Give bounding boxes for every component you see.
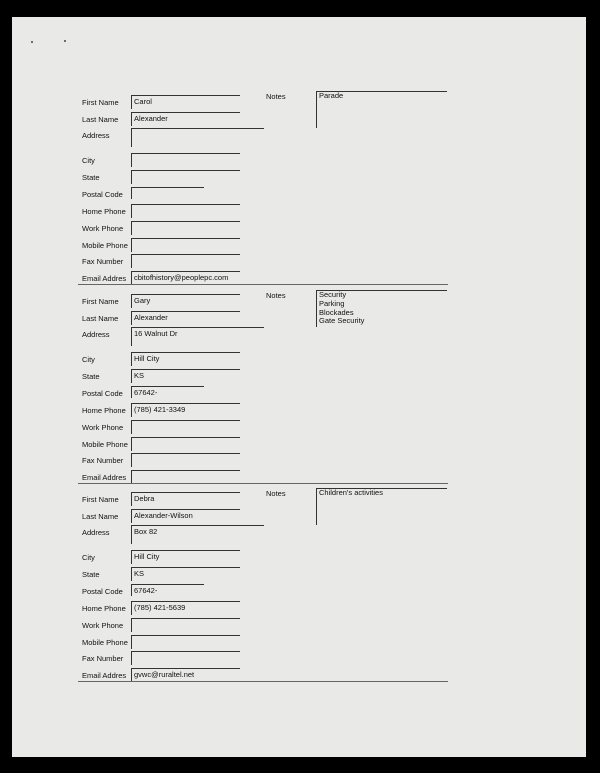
home-phone-field-value: (785) 421-5639 [134,603,186,612]
state-field-value: KS [134,371,145,380]
home-phone-field[interactable] [131,204,240,218]
contact-record [78,287,448,485]
record-divider [78,483,448,484]
address-label: Address [82,131,110,140]
email-address-field-value: gvwc@ruraltel.net [134,670,195,679]
mobile-phone-label: Mobile Phone [82,440,128,449]
home-phone-label: Home Phone [82,207,126,216]
contact-record [78,485,448,683]
postal-code-field-value: 67642- [134,586,158,595]
work-phone-field[interactable] [131,420,240,434]
notes-line: Children's activities [319,488,383,497]
first-name-field[interactable] [131,95,240,109]
mobile-phone-field[interactable] [131,238,240,252]
fax-number-label: Fax Number [82,456,124,465]
address-field[interactable] [131,327,264,346]
notes-line: Gate Security [319,316,365,326]
city-field-value: Hill City [134,354,160,363]
email-address-label: Email Addres [82,274,127,283]
address-label: Address [82,330,110,339]
home-phone-field-value: (785) 421-3349 [134,405,186,414]
fax-number-field[interactable] [131,254,240,268]
work-phone-label: Work Phone [82,224,124,233]
first-name-label: First Name [82,495,119,504]
postal-code-label: Postal Code [82,190,123,199]
first-name-field-value: Gary [134,296,151,305]
home-phone-field[interactable] [131,403,240,417]
fax-number-field[interactable] [131,453,240,467]
address-field[interactable] [131,525,264,544]
first-name-label: First Name [82,297,119,306]
contact-record [78,88,448,286]
city-label: City [82,156,95,165]
first-name-label: First Name [82,98,119,107]
mobile-phone-field[interactable] [131,437,240,451]
record-divider [78,284,448,285]
postal-code-field[interactable] [131,584,204,596]
state-field[interactable] [131,170,240,184]
last-name-field-value: Alexander [134,313,168,322]
email-address-field-value: cbitofhistory@peoplepc.com [134,273,229,282]
mobile-phone-label: Mobile Phone [82,241,128,250]
last-name-field[interactable] [131,311,240,325]
last-name-label: Last Name [82,512,119,521]
notes-line: Parade [319,91,344,100]
state-label: State [82,372,100,381]
mobile-phone-field[interactable] [131,635,240,649]
notes-line: Blockades [319,307,354,317]
address-field-value: Box 82 [134,527,158,536]
first-name-field[interactable] [131,492,240,506]
speck-mark [64,40,66,42]
postal-code-label: Postal Code [82,389,123,398]
email-address-field[interactable] [131,470,240,484]
notes-line: Parking [319,298,345,308]
notes-label: Notes [266,291,286,300]
last-name-field-value: Alexander [134,114,168,123]
city-field-value: Hill City [134,552,160,561]
last-name-label: Last Name [82,314,119,323]
speck-mark [31,41,33,43]
address-label: Address [82,528,110,537]
work-phone-field[interactable] [131,221,240,235]
notes-field[interactable] [316,488,447,525]
work-phone-label: Work Phone [82,423,124,432]
work-phone-field[interactable] [131,618,240,632]
email-address-field[interactable] [131,271,240,285]
city-field[interactable] [131,153,240,167]
home-phone-label: Home Phone [82,604,126,613]
fax-number-field[interactable] [131,651,240,665]
state-field[interactable] [131,567,240,581]
first-name-field-value: Carol [134,97,152,106]
fax-number-label: Fax Number [82,257,124,266]
email-address-label: Email Addres [82,473,127,482]
first-name-field[interactable] [131,294,240,308]
notes-field[interactable] [316,91,447,128]
notes-label: Notes [266,489,286,498]
state-field[interactable] [131,369,240,383]
mobile-phone-label: Mobile Phone [82,638,128,647]
email-address-field[interactable] [131,668,240,682]
notes-line: Security [319,290,347,299]
last-name-field[interactable] [131,112,240,126]
last-name-field-value: Alexander-Wilson [134,511,193,520]
postal-code-field[interactable] [131,386,204,398]
state-label: State [82,173,100,182]
address-field[interactable] [131,128,264,147]
record-divider [78,681,448,682]
work-phone-label: Work Phone [82,621,124,630]
postal-code-field-value: 67642- [134,388,158,397]
notes-label: Notes [266,92,286,101]
city-field[interactable] [131,550,240,564]
home-phone-field[interactable] [131,601,240,615]
state-field-value: KS [134,569,145,578]
last-name-field[interactable] [131,509,240,523]
first-name-field-value: Debra [134,494,155,503]
postal-code-field[interactable] [131,187,204,199]
city-field[interactable] [131,352,240,366]
email-address-label: Email Addres [82,671,127,680]
state-label: State [82,570,100,579]
city-label: City [82,553,95,562]
notes-field[interactable] [316,290,447,327]
last-name-label: Last Name [82,115,119,124]
address-field-value: 16 Walnut Dr [134,329,178,338]
postal-code-label: Postal Code [82,587,123,596]
fax-number-label: Fax Number [82,654,124,663]
city-label: City [82,355,95,364]
home-phone-label: Home Phone [82,406,126,415]
